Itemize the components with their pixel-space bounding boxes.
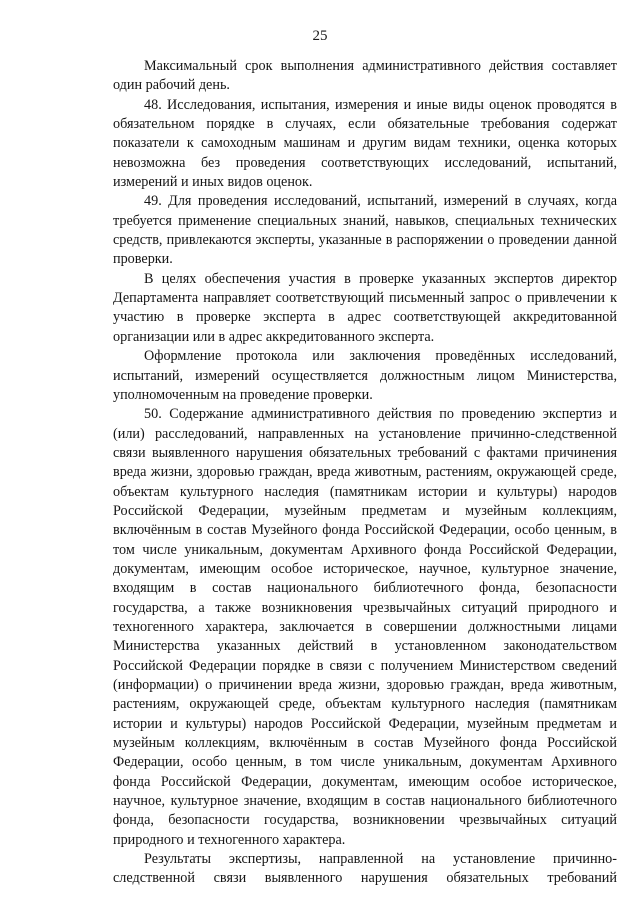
paragraph-results: Результаты экспертизы, направленной на установление причинно-следственной связи выявленного нарушения обязательных требований — [113, 851, 617, 887]
paragraph-50: 50. Содержание административного действия по проведению экспертиз и (или) расследований, направленных на установление причинно-следственной связи выявленного нарушения обязательных требований с фактами причинения вреда жизни, здоровью граждан, вреда животным, растениям, окружающей среде, объектам культурного наследия (памятникам истории и культуры) народов Российской Федерации, музейным предметам и музейным коллекциям, включённым в состав Музейного фонда Российской Федерации, особо ценным, в том числе уникальным, документам Архивного фонда Российской Федерации, документам, имеющим особое историческое, научное, культурное значение, входящим в состав национального библиотечного фонда, безопасности государства, а также возникновения чрезвычайных ситуаций природного и техногенного характера, заключается в совершении должностными лицами Министерства указанных действий в установленном законодательством Российской Федерации порядке в связи с получением Министерством сведений (информации) о причинении вреда жизни, здоровью граждан, вреда животным, растениям, окружающей среде, объектам культурного наследия (памятникам истории и культуры) народов Российской Федерации, музейным предметам и музейным коллекциям, включённым в состав Музейного фонда Российской Федерации, особо ценным, в том числе уникальным, документам Архивного фонда Российской Федерации, документам, имеющим особое историческое, научное, культурное значение, входящим в состав национального библиотечного фонда, безопасности государства, возникновении чрезвычайных ситуаций природного и техногенного характера. — [113, 406, 617, 848]
paragraph-experts-request: В целях обеспечения участия в проверке указанных экспертов директор Департамента направляет соответствующий письменный запрос о привлечении к участию в проверке эксперта в адрес соответствующей аккредитованной организации или в адрес аккредитованного эксперта. — [113, 270, 617, 345]
page-number: 25 — [312, 28, 328, 44]
paragraph-deadline: Максимальный срок выполнения административного действия составляет один рабочий день. — [113, 58, 617, 94]
paragraph-protocol: Оформление протокола или заключения проведённых исследований, испытаний, измерений осуществляется должностным лицом Министерства, уполномоченным на проведение проверки. — [113, 348, 617, 403]
document-body — [113, 57, 617, 889]
paragraph-49: 49. Для проведения исследований, испытаний, измерений в случаях, когда требуется применение специальных знаний, навыков, специальных технических средств, привлекаются эксперты, указанные в распоряжении о проведении данной проверки. — [113, 193, 617, 268]
paragraph-48: 48. Исследования, испытания, измерения и иные виды оценок проводятся в обязательном порядке в случаях, если обязательные требования содержат показатели к самоходным машинам и другим видам техники, оценка которых невозможна без проведения соответствующих исследований, испытаний, измерений и иных видов оценок. — [113, 96, 617, 191]
